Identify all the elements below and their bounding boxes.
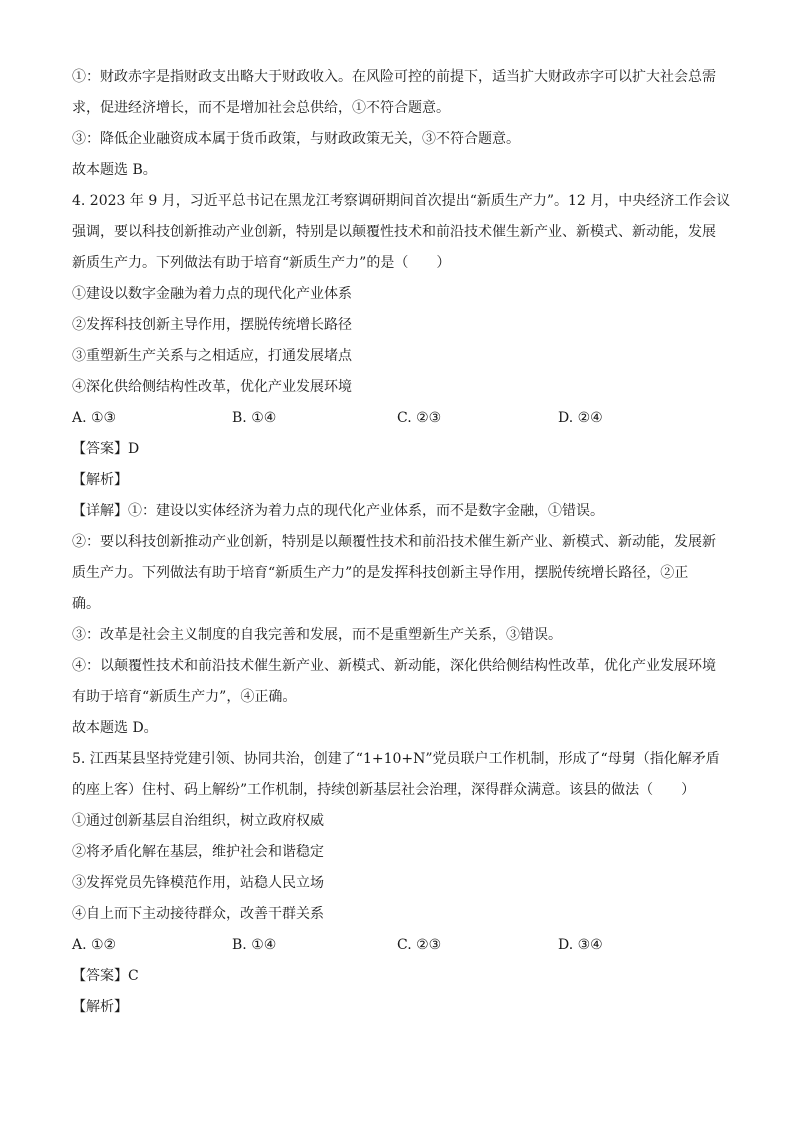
q4-item: ①建设以数字金融为着力点的现代化产业体系	[72, 286, 352, 302]
q5-options	[72, 930, 722, 961]
q4-option-d: D. ②④	[558, 410, 603, 426]
q5-option-c: C. ②③	[397, 937, 442, 953]
q4-option-b: B. ①④	[232, 410, 277, 426]
q4-stem-line: 4. 2023 年 9 月，习近平总书记在黑龙江考察调研期间首次提出“新质生产力”。12 月，中央经济工作会议	[72, 193, 731, 209]
q5-item: ③发挥党员先锋模范作用，站稳人民立场	[72, 875, 324, 891]
q5-item: ②将矛盾化解在基层，维护社会和谐稳定	[72, 844, 324, 860]
q4-option-a: A. ①③	[72, 410, 117, 426]
q4-detail-line: 质生产力。下列做法有助于培育“新质生产力”的是发挥科技创新主导作用，摆脱传统增长路径，②正	[72, 565, 689, 581]
paragraph-line: 故本题选 B。	[72, 162, 157, 178]
q4-answer	[72, 434, 722, 465]
q4-detail-line: 故本题选 D。	[72, 720, 158, 736]
paragraph-line: 求，促进经济增长，而不是增加社会总供给，①不符合题意。	[72, 100, 450, 116]
q4-option-c: C. ②③	[397, 410, 442, 426]
q5-answer	[72, 961, 722, 992]
q5-item: ①通过创新基层自治组织，树立政府权威	[72, 813, 324, 829]
q4-stem-line: 新质生产力。下列做法有助于培育“新质生产力”的是（ ）	[72, 255, 451, 271]
q5-item: ④自上而下主动接待群众，改善干群关系	[72, 906, 324, 922]
answer-tag: 【答案】	[72, 968, 128, 984]
q4-item: ④深化供给侧结构性改革，优化产业发展环境	[72, 379, 352, 395]
page-content	[72, 62, 731, 1023]
detail-tag: 【详解】	[72, 503, 128, 519]
detail-text: ①：建设以实体经济为着力点的现代化产业体系，而不是数字金融，①错误。	[128, 503, 604, 519]
q4-detail-line: ④：以颠覆性技术和前沿技术催生新产业、新模式、新动能，深化供给侧结构性改革，优化产业发展环境	[72, 658, 716, 674]
q4-options	[72, 403, 722, 434]
answer-value: D	[128, 441, 140, 457]
answer-value: C	[128, 968, 139, 984]
answer-tag: 【答案】	[72, 441, 128, 457]
q4-detail-line: ②：要以科技创新推动产业创新，特别是以颠覆性技术和前沿技术催生新产业、新模式、新动能，发展新	[72, 534, 716, 550]
q5-stem-line: 的座上客）住村、码上解纷”工作机制，持续创新基层社会治理，深得群众满意。该县的做法（ ）	[72, 782, 696, 798]
q4-analysis-tag: 【解析】	[72, 472, 128, 488]
q5-analysis-tag: 【解析】	[72, 999, 128, 1015]
q5-option-d: D. ③④	[558, 937, 603, 953]
q5-option-b: B. ①④	[232, 937, 277, 953]
q4-item: ③重塑新生产关系与之相适应，打通发展堵点	[72, 348, 352, 364]
q4-item: ②发挥科技创新主导作用，摆脱传统增长路径	[72, 317, 352, 333]
paragraph-line: ③：降低企业融资成本属于货币政策，与财政政策无关，③不符合题意。	[72, 131, 520, 147]
q4-detail-line: ③：改革是社会主义制度的自我完善和发展，而不是重塑新生产关系，③错误。	[72, 627, 562, 643]
q4-detail-line: 确。	[72, 596, 100, 612]
q4-detail-line	[72, 496, 722, 527]
paragraph-line: ①：财政赤字是指财政支出略大于财政收入。在风险可控的前提下，适当扩大财政赤字可以扩大社会总需	[72, 69, 716, 85]
q5-stem-line: 5. 江西某县坚持党建引领、协同共治，创建了“1+10+N”党员联户工作机制，形成了“母舅（指化解矛盾	[72, 751, 720, 767]
q5-option-a: A. ①②	[72, 937, 117, 953]
q4-detail-line: 有助于培育“新质生产力”，④正确。	[72, 689, 297, 705]
q4-stem-line: 强调，要以科技创新推动产业创新，特别是以颠覆性技术和前沿技术催生新产业、新模式、新动能，发展	[72, 224, 716, 240]
